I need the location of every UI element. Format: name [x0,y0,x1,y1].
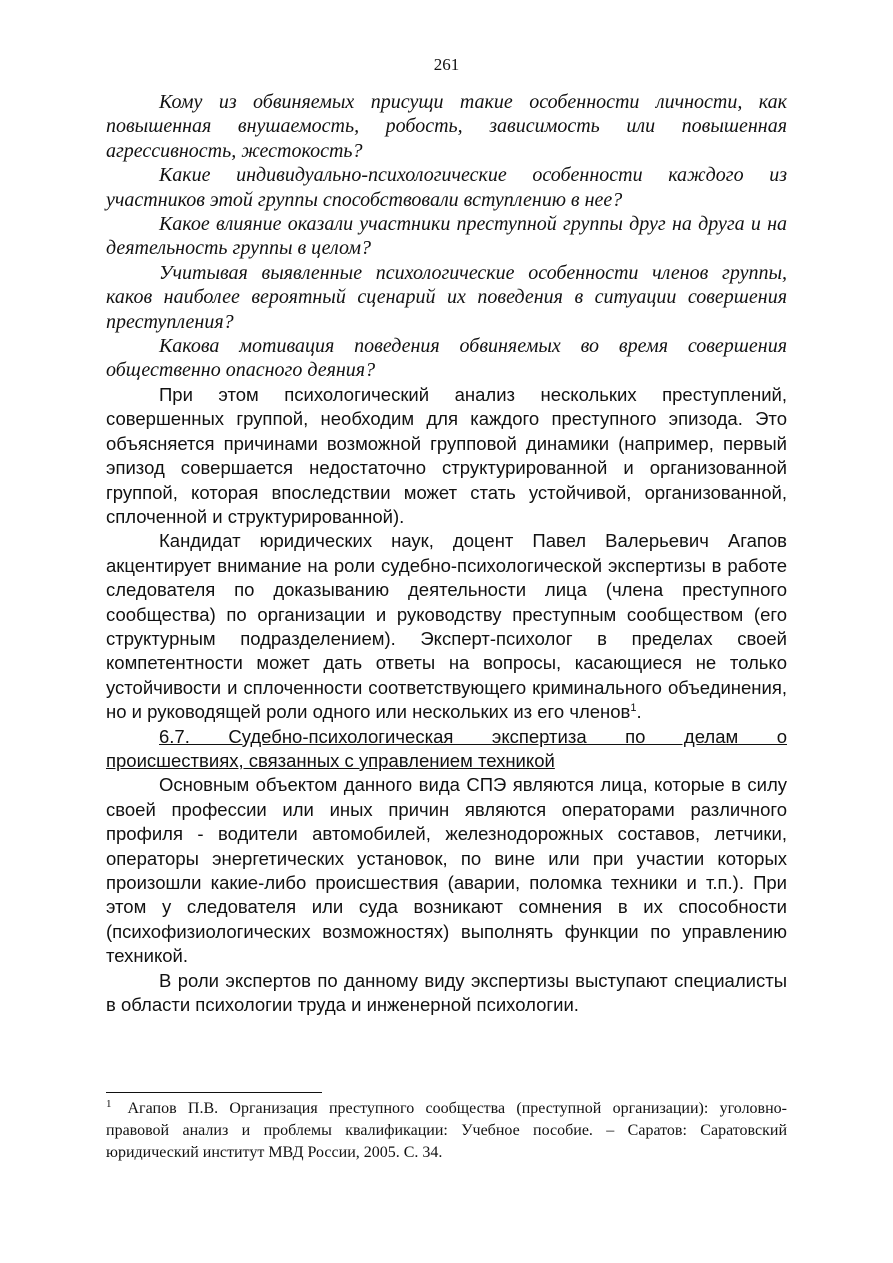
footnote-text: Агапов П.В. Организация преступного сообщества (преступной организации): уголовно-правовой анализ и проблемы квалификации: Учебное пособие. – Саратов: Саратовский юридический институт МВД России, 2005. С. 34. [106,1100,787,1161]
agapov-paragraph [106,529,787,724]
question-paragraph: Какова мотивация поведения обвиняемых во время совершения общественно опасного деяния? [106,335,787,382]
section-heading: 6.7. Судебно-психологическая экспертиза по делам о [159,725,787,747]
question-paragraph: Какие индивидуально-психологические особенности каждого из участников этой группы способствовали вступлению в нее? [106,164,787,211]
page-body [106,90,787,1017]
question-paragraph: Кому из обвиняемых присущи такие особенности личности, как повышенная внушаемость, робость, зависимость или повышенная агрессивность, жестокость? [106,91,787,162]
footnote-mark: 1 [106,1097,112,1110]
page-number: 261 [433,55,460,74]
experts-paragraph: В роли экспертов по данному виду экспертизы выступают специалисты в области психологии труда и инженерной психологии. [106,969,787,1016]
agapov-end: . [636,701,642,723]
section-heading-continued: происшествиях, связанных с управлением техникой [106,749,555,771]
footnote-divider [106,1092,322,1093]
agapov-text: Кандидат юридических наук, доцент Павел Валерьевич Агапов акцентирует внимание на роли судебно-психологической экспертизы в работе следователя по доказыванию деятельности лица (члена преступного сообщества) по организации и руководству преступным сообществом (его структурным подразделением). Эксперт-психолог в пределах своей компетентности может дать ответы на вопросы, касающиеся не только устойчивости и сплоченности соответствующего криминального объединения, но и руководящей роли одного или нескольких из его членов [106,530,787,723]
footnote-reference: 1 [630,702,637,714]
object-paragraph: Основным объектом данного вида СПЭ являются лица, которые в силу своей профессии или иных причин являются операторами различного профиля - водители автомобилей, железнодорожных составов, летчики, операторы энергетических установок, по вине или при участии которых произошли какие-либо происшествия (аварии, поломка техники и т.п.). При этом у следователя или суда возникают сомнения в их способности (психофизиологических возможностях) выполнять функции по управлению техникой. [106,774,787,967]
footnote [106,1098,787,1164]
question-paragraph: Какое влияние оказали участники преступной группы друг на друга и на деятельность группы в целом? [106,213,787,260]
question-paragraph: Учитывая выявленные психологические особенности членов группы, каков наиболее вероятный сценарий их поведения в ситуации совершения преступления? [106,261,787,333]
analysis-paragraph: При этом психологический анализ нескольких преступлений, совершенных группой, необходим для каждого преступного эпизода. Это объясняется причинами возможной групповой динамики (например, первый эпизод совершается недостаточно структурированной и организованной группой, которая впоследствии может стать устойчивой, организованной, сплоченной и структурированной). [106,383,787,527]
